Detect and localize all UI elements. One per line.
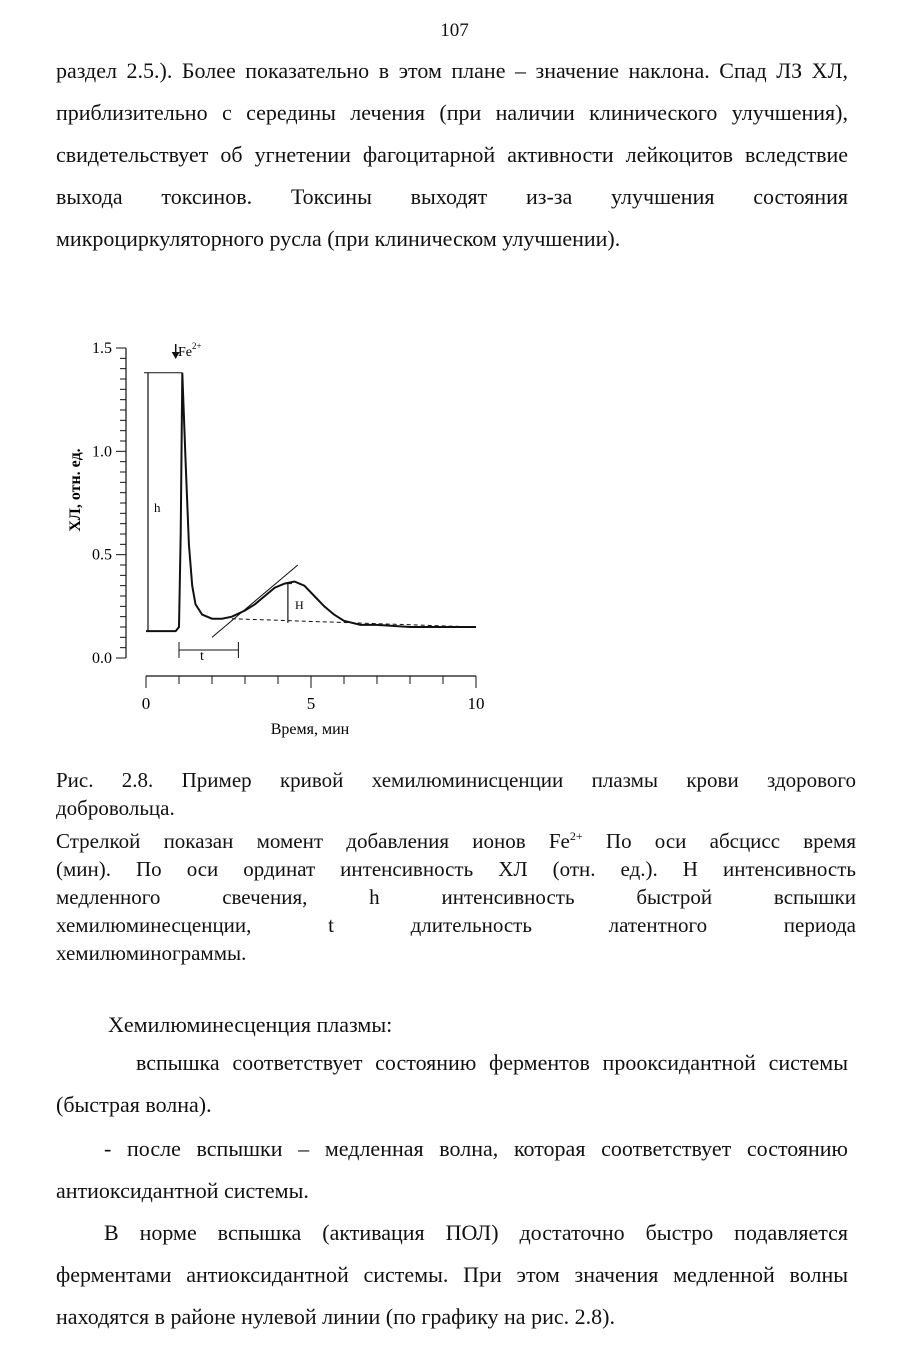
caption-line-4: (мин). По оси ординат интенсивность ХЛ (отн. ед.). H интенсивность bbox=[56, 857, 856, 881]
caption-line-3: Стрелкой показан момент добавления ионов $Fe^{2+}$ По оси абсцисс время bbox=[56, 829, 856, 853]
paragraph-4: В норме вспышка (активация ПОЛ) достаточно быстро подавляется ферментами антиоксидантной системы. При этом значения медленной волны находятся в районе нулевой линии (по графику на рис. 2.8). bbox=[56, 1220, 848, 1329]
caption-line-1: Рис. 2.8. Пример кривой хемилюминисценции плазмы крови здорового bbox=[56, 768, 856, 792]
arrow-label: $Fe^{2+}$ bbox=[178, 341, 202, 360]
paragraph-top: раздел 2.5.). Более показательно в этом плане – значение наклона. Спад ЛЗ ХЛ, приблизительно с середины лечения (при наличии клинического улучшения), свидетельствует об угнетении фагоцитарной активности лейкоцитов вследствие выхода токсинов. Токсины выходят из-за улучшения состояния микроциркуляторного русла (при клиническом улучшении). bbox=[56, 58, 848, 251]
tangent-line bbox=[212, 565, 298, 637]
label-t: t bbox=[200, 649, 204, 664]
y-axis-label: ХЛ, отн. ед. bbox=[67, 448, 84, 532]
x-tick-label: 10 bbox=[467, 694, 485, 713]
paragraph-2: вспышка соответствует состоянию ферментов прооксидантной системы (быстрая волна). bbox=[56, 1050, 848, 1117]
paragraph-3: - после вспышки – медленная волна, которая соответствует состоянию антиоксидантной системы. bbox=[56, 1136, 848, 1203]
page-number: 107 bbox=[440, 20, 469, 41]
x-tick-label: 5 bbox=[306, 694, 316, 713]
chart-axes bbox=[92, 340, 485, 713]
caption-line-2: добровольца. bbox=[56, 796, 175, 820]
y-tick-label: 1.0 bbox=[92, 443, 112, 461]
caption-line-5: медленного свечения, h интенсивность быстрой вспышки bbox=[56, 885, 856, 909]
x-tick-label: 0 bbox=[141, 694, 151, 713]
series-line bbox=[146, 373, 476, 631]
caption-line-6: хемилюминесценции, t длительность латентного периода bbox=[56, 913, 856, 937]
label-H: H bbox=[295, 598, 304, 612]
label-h: h bbox=[154, 500, 161, 515]
y-tick-label: 1.5 bbox=[92, 340, 112, 357]
figure-chemiluminescence bbox=[50, 330, 510, 750]
chart-marks bbox=[144, 344, 476, 658]
x-axis-label: Время, мин bbox=[270, 721, 350, 738]
caption-line-7: хемилюминограммы. bbox=[56, 941, 247, 965]
y-tick-label: 0.5 bbox=[92, 546, 112, 564]
y-tick-label: 0.0 bbox=[92, 650, 112, 667]
baseline-dashed bbox=[232, 619, 476, 627]
figure-caption bbox=[56, 766, 856, 967]
chart-svg bbox=[50, 330, 510, 750]
section-heading: Хемилюминесценция плазмы: bbox=[108, 1012, 393, 1037]
